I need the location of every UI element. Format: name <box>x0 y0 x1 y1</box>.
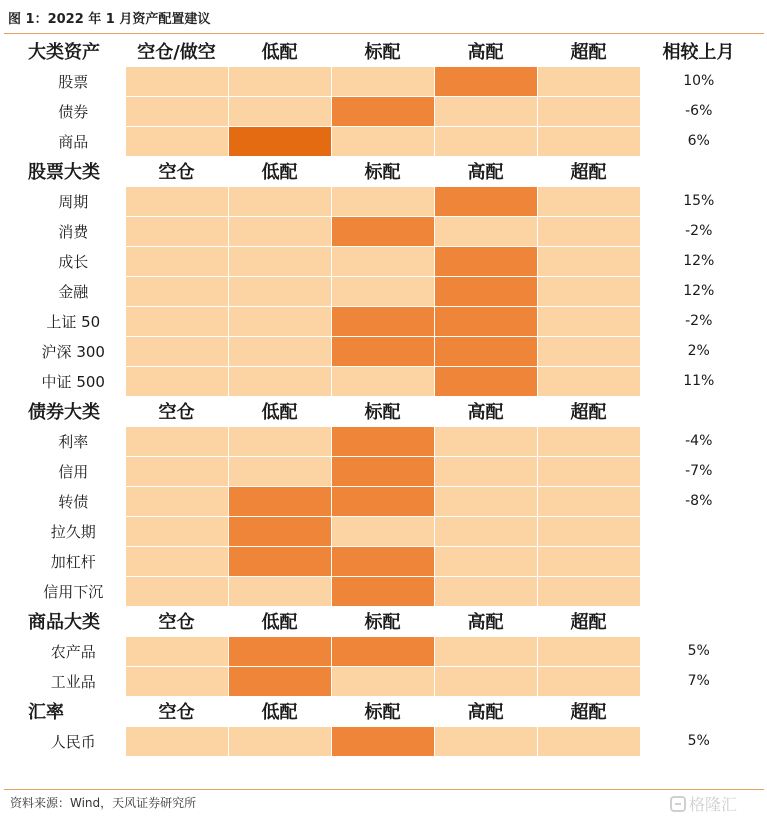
allocation-table <box>22 36 757 757</box>
allocation-cell <box>537 546 640 576</box>
allocation-cell <box>537 666 640 696</box>
allocation-cell <box>434 426 537 456</box>
allocation-cell-selected <box>331 336 434 366</box>
asset-label: 成长 <box>58 252 89 271</box>
column-header: 低配 <box>261 41 298 63</box>
column-header: 低配 <box>261 162 298 183</box>
column-header: 超配 <box>570 402 607 423</box>
allocation-cell <box>537 366 640 396</box>
column-header: 高配 <box>467 41 504 63</box>
asset-label: 周期 <box>58 192 89 211</box>
allocation-cell <box>537 246 640 276</box>
asset-label: 金融 <box>58 282 89 301</box>
section-title: 股票大类 <box>28 162 100 183</box>
asset-row <box>22 306 757 336</box>
section-title: 大类资产 <box>28 42 100 63</box>
asset-row <box>22 66 757 96</box>
allocation-cell-selected <box>331 306 434 336</box>
column-header: 空仓 <box>158 162 195 183</box>
allocation-cell <box>434 456 537 486</box>
allocation-cell <box>331 246 434 276</box>
allocation-cell <box>434 126 537 156</box>
allocation-cell <box>537 126 640 156</box>
asset-label: 农产品 <box>50 642 96 661</box>
allocation-cell <box>331 516 434 546</box>
column-header: 超配 <box>570 162 607 183</box>
change-value: 5% <box>687 643 710 659</box>
column-header: 高配 <box>467 162 504 183</box>
allocation-cell <box>125 66 228 96</box>
allocation-cell-selected <box>228 486 331 516</box>
allocation-cell-selected <box>434 336 537 366</box>
allocation-cell <box>125 546 228 576</box>
bottom-divider <box>4 789 764 790</box>
section-header-row <box>22 396 757 426</box>
allocation-cell-selected <box>434 246 537 276</box>
column-header: 空仓 <box>158 402 195 423</box>
allocation-cell <box>537 186 640 216</box>
asset-label: 信用 <box>58 462 89 481</box>
allocation-cell <box>125 186 228 216</box>
allocation-cell-selected <box>331 426 434 456</box>
allocation-cell <box>537 426 640 456</box>
allocation-cell <box>125 246 228 276</box>
column-header: 超配 <box>570 41 607 63</box>
allocation-cell <box>537 66 640 96</box>
asset-label: 拉久期 <box>50 522 96 541</box>
allocation-cell <box>125 516 228 546</box>
column-header: 标配 <box>364 402 401 423</box>
change-value: -8% <box>685 493 713 509</box>
section-header-row <box>22 606 757 636</box>
asset-row <box>22 456 757 486</box>
allocation-cell <box>434 666 537 696</box>
change-column-header: 相较上月 <box>662 42 735 63</box>
allocation-cell-selected <box>331 546 434 576</box>
asset-row <box>22 666 757 696</box>
change-column-header <box>640 696 757 726</box>
column-header: 空仓 <box>158 612 195 633</box>
change-value: -7% <box>685 463 713 479</box>
asset-label: 信用下沉 <box>43 582 104 601</box>
section-title: 债券大类 <box>28 402 100 423</box>
asset-label: 上证 50 <box>46 312 101 331</box>
column-header: 超配 <box>570 702 607 723</box>
allocation-cell <box>228 576 331 606</box>
asset-label: 沪深 300 <box>41 342 105 361</box>
asset-row <box>22 216 757 246</box>
allocation-cell-selected <box>228 666 331 696</box>
section-header-row <box>22 696 757 726</box>
allocation-cell-selected <box>331 486 434 516</box>
section-title: 汇率 <box>28 702 64 723</box>
allocation-cell-selected <box>228 546 331 576</box>
asset-label: 人民币 <box>50 732 96 751</box>
column-header: 高配 <box>467 702 504 723</box>
source-note: 资料来源：Wind，天风证券研究所 <box>10 796 197 810</box>
allocation-cell-selected <box>331 216 434 246</box>
asset-row <box>22 186 757 216</box>
allocation-cell <box>228 426 331 456</box>
change-value: 7% <box>687 673 710 689</box>
allocation-cell <box>434 486 537 516</box>
allocation-cell <box>537 276 640 306</box>
watermark-text: 格隆汇 <box>689 795 738 814</box>
column-header: 标配 <box>364 41 401 63</box>
allocation-cell <box>537 576 640 606</box>
asset-label: 中证 500 <box>41 372 105 391</box>
allocation-cell <box>228 96 331 126</box>
allocation-cell <box>125 276 228 306</box>
allocation-cell <box>537 96 640 126</box>
allocation-cell <box>434 636 537 666</box>
allocation-cell-selected <box>228 126 331 156</box>
asset-row <box>22 336 757 366</box>
asset-row <box>22 636 757 666</box>
asset-label: 转债 <box>58 492 89 511</box>
allocation-cell <box>125 366 228 396</box>
allocation-cell <box>537 486 640 516</box>
change-value: 11% <box>683 373 715 389</box>
allocation-cell <box>228 726 331 756</box>
watermark <box>670 792 737 815</box>
column-header: 标配 <box>364 702 401 723</box>
allocation-cell-selected <box>331 726 434 756</box>
asset-row <box>22 576 757 606</box>
allocation-cell <box>228 336 331 366</box>
change-value: 12% <box>683 253 715 269</box>
allocation-cell-selected <box>434 186 537 216</box>
asset-row <box>22 546 757 576</box>
allocation-cell <box>434 726 537 756</box>
allocation-cell <box>434 546 537 576</box>
allocation-cell <box>228 306 331 336</box>
allocation-cell <box>125 486 228 516</box>
allocation-cell <box>331 276 434 306</box>
allocation-cell <box>331 186 434 216</box>
allocation-cell <box>125 636 228 666</box>
allocation-cell-selected <box>331 636 434 666</box>
allocation-cell-selected <box>228 516 331 546</box>
asset-label: 加杠杆 <box>50 552 96 571</box>
allocation-table-body <box>22 36 757 756</box>
allocation-cell <box>228 456 331 486</box>
change-value: 15% <box>683 193 715 209</box>
change-value <box>640 516 757 546</box>
allocation-cell <box>537 306 640 336</box>
allocation-cell-selected <box>331 456 434 486</box>
asset-label: 利率 <box>58 432 89 451</box>
asset-label: 债券 <box>58 102 89 121</box>
change-value: -2% <box>685 313 713 329</box>
allocation-cell <box>434 96 537 126</box>
allocation-cell-selected <box>434 66 537 96</box>
allocation-cell <box>125 666 228 696</box>
allocation-cell-selected <box>331 96 434 126</box>
allocation-cell <box>125 126 228 156</box>
allocation-cell <box>228 66 331 96</box>
allocation-cell <box>228 186 331 216</box>
asset-row <box>22 426 757 456</box>
allocation-cell-selected <box>434 276 537 306</box>
column-header: 标配 <box>364 162 401 183</box>
allocation-cell <box>125 96 228 126</box>
figure-title: 图 1：2022 年 1 月资产配置建议 <box>8 12 211 27</box>
change-value: 2% <box>687 343 710 359</box>
asset-label: 消费 <box>58 222 89 241</box>
allocation-cell <box>125 726 228 756</box>
asset-row <box>22 276 757 306</box>
asset-row <box>22 96 757 126</box>
asset-row <box>22 726 757 756</box>
allocation-cell <box>434 216 537 246</box>
asset-label: 股票 <box>58 72 89 91</box>
change-column-header <box>640 396 757 426</box>
allocation-cell <box>331 66 434 96</box>
section-header-row <box>22 156 757 186</box>
allocation-cell <box>537 216 640 246</box>
column-header: 空仓 <box>158 702 195 723</box>
column-header: 低配 <box>261 702 298 723</box>
allocation-cell <box>537 726 640 756</box>
asset-row <box>22 516 757 546</box>
section-title: 商品大类 <box>28 612 100 633</box>
change-value: -4% <box>685 433 713 449</box>
change-column-header <box>640 156 757 186</box>
column-header: 标配 <box>364 612 401 633</box>
allocation-cell <box>228 246 331 276</box>
change-value: 6% <box>687 133 710 149</box>
change-value <box>640 576 757 606</box>
column-header: 高配 <box>467 402 504 423</box>
allocation-cell <box>434 516 537 546</box>
allocation-cell <box>228 276 331 306</box>
allocation-cell <box>125 306 228 336</box>
allocation-cell <box>228 366 331 396</box>
allocation-cell <box>125 216 228 246</box>
column-header: 低配 <box>261 402 298 423</box>
allocation-cell-selected <box>434 306 537 336</box>
change-value: -2% <box>685 223 713 239</box>
change-value: 10% <box>683 73 715 89</box>
allocation-cell <box>125 426 228 456</box>
section-header-row <box>22 36 757 66</box>
watermark-logo-icon <box>670 796 686 812</box>
allocation-cell-selected <box>331 576 434 606</box>
allocation-cell <box>125 576 228 606</box>
allocation-cell <box>434 576 537 606</box>
asset-label: 工业品 <box>50 672 96 691</box>
allocation-cell <box>537 456 640 486</box>
allocation-cell <box>537 636 640 666</box>
asset-row <box>22 366 757 396</box>
change-value: -6% <box>685 103 713 119</box>
allocation-cell <box>331 366 434 396</box>
column-header: 超配 <box>570 612 607 633</box>
allocation-cell <box>331 126 434 156</box>
column-header: 高配 <box>467 612 504 633</box>
change-value <box>640 546 757 576</box>
change-column-header <box>640 606 757 636</box>
change-value: 12% <box>683 283 715 299</box>
asset-row <box>22 246 757 276</box>
allocation-cell <box>537 336 640 366</box>
change-value: 5% <box>687 733 710 749</box>
allocation-cell <box>125 456 228 486</box>
column-header: 空仓/做空 <box>137 41 216 63</box>
allocation-cell <box>228 216 331 246</box>
asset-row <box>22 486 757 516</box>
allocation-cell-selected <box>228 636 331 666</box>
column-header: 低配 <box>261 612 298 633</box>
title-divider <box>4 33 764 34</box>
asset-row <box>22 126 757 156</box>
allocation-cell <box>125 336 228 366</box>
allocation-cell <box>537 516 640 546</box>
asset-label: 商品 <box>58 132 89 151</box>
allocation-cell-selected <box>434 366 537 396</box>
allocation-cell <box>331 666 434 696</box>
